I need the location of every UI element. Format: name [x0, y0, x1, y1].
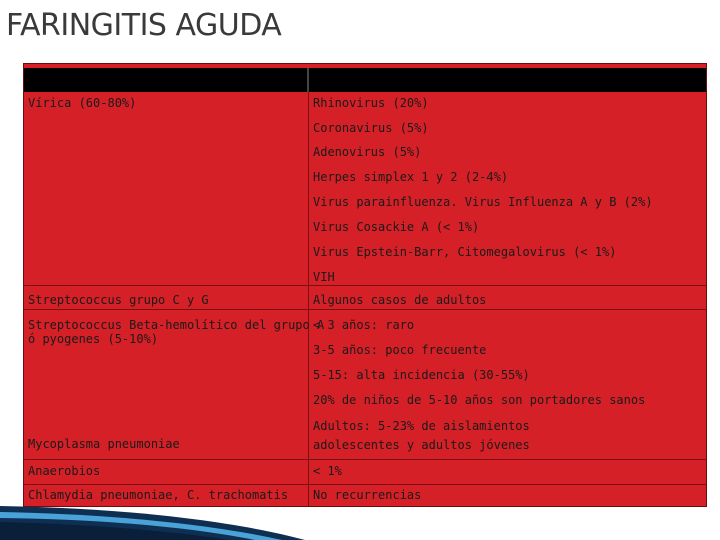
row-anaerobios-right: < 1%: [313, 464, 342, 478]
row-strep-a-left: Streptococcus Beta-hemolítico del grupo A: [28, 318, 325, 332]
row-chlamydia-right: No recurrencias: [313, 488, 422, 502]
row-viral-item: Coronavirus (5%): [313, 121, 429, 135]
row-viral-item: Adenovirus (5%): [313, 145, 422, 159]
column-divider: [308, 92, 309, 506]
row-anaerobios-left: Anaerobios: [28, 464, 101, 478]
row-strep-a-item: 3-5 años: poco frecuente: [313, 343, 487, 357]
row-mycoplasma-left: Mycoplasma pneumoniae: [28, 437, 180, 451]
row-divider: [24, 459, 706, 460]
row-strep-cg-left: Streptococcus grupo C y G: [28, 293, 209, 307]
slide-title: FARINGITIS AGUDA: [6, 8, 282, 43]
row-mycoplasma-right: adolescentes y adultos jóvenes: [313, 438, 530, 452]
row-chlamydia-left: Chlamydia pneumoniae, C. trachomatis: [28, 488, 289, 502]
row-viral-left: Vírica (60-80%): [28, 96, 137, 110]
row-divider: [24, 484, 706, 485]
row-divider: [24, 285, 706, 286]
row-viral-item: Virus Cosackie A (< 1%): [313, 220, 480, 234]
row-strep-a-item: 5-15: alta incidencia (30-55%): [313, 368, 530, 382]
row-strep-cg-right: Algunos casos de adultos: [313, 293, 487, 307]
row-viral-item: Rhinovirus (20%): [313, 96, 429, 110]
row-viral-item: Virus parainfluenza. Virus Influenza A y B (2%): [313, 195, 653, 209]
row-mycoplasma-right: Adultos: 5-23% de aislamientos: [313, 419, 530, 433]
row-viral-item: VIH: [313, 270, 335, 284]
row-strep-a-item: 20% de niños de 5-10 años son portadores sanos: [313, 393, 646, 407]
header-divider: [307, 68, 309, 92]
etiology-table: [23, 63, 707, 507]
table-header: [24, 68, 706, 92]
row-divider: [24, 309, 706, 310]
row-strep-a-item: < 3 años: raro: [313, 318, 415, 332]
row-strep-a-left: ó pyogenes (5-10%): [28, 332, 159, 346]
row-viral-item: Herpes simplex 1 y 2 (2-4%): [313, 170, 509, 184]
row-viral-item: Virus Epstein-Barr, Citomegalovirus (< 1%): [313, 245, 617, 259]
